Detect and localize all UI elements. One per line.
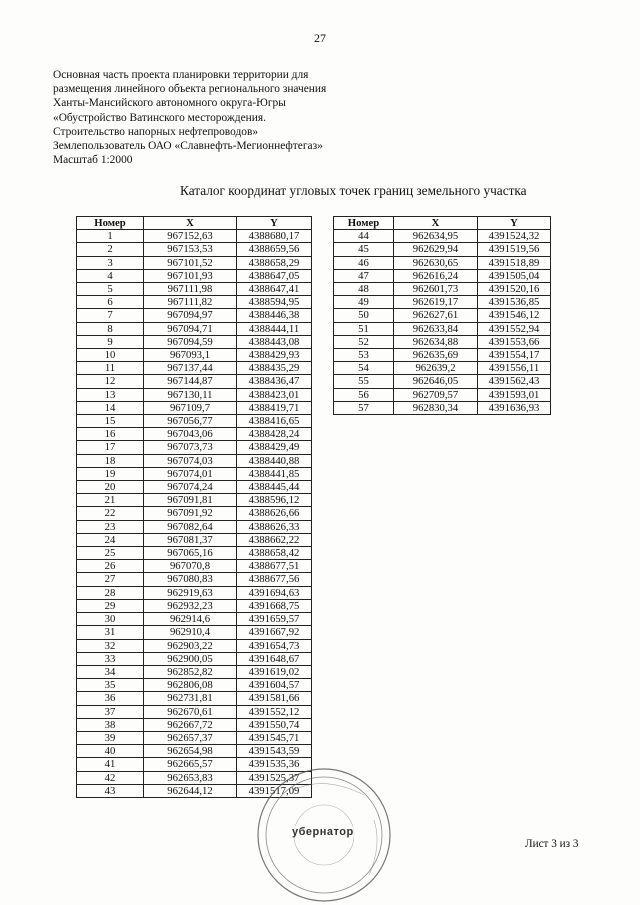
cell-number: 32 (77, 639, 144, 652)
cell-x: 967091,81 (144, 494, 237, 507)
column-header-y: Y (478, 217, 551, 230)
coordinates-table-body (77, 230, 312, 798)
cell-y: 4388435,29 (237, 362, 312, 375)
table-row (77, 639, 312, 652)
cell-y: 4391525,37 (237, 771, 312, 784)
cell-number: 34 (77, 665, 144, 678)
cell-y: 4391636,93 (478, 401, 551, 414)
table-row (77, 665, 312, 678)
table-row (77, 349, 312, 362)
table-row (77, 652, 312, 665)
cell-y: 4388429,49 (237, 441, 312, 454)
cell-x: 962644,12 (144, 784, 237, 797)
table-row (77, 441, 312, 454)
cell-number: 28 (77, 586, 144, 599)
cell-number: 51 (334, 322, 394, 335)
cell-x: 967093,1 (144, 349, 237, 362)
cell-y: 4391536,85 (478, 296, 551, 309)
cell-number: 48 (334, 283, 394, 296)
cell-y: 4391552,12 (237, 705, 312, 718)
cell-number: 6 (77, 296, 144, 309)
cell-y: 4388658,29 (237, 256, 312, 269)
cell-x: 962635,69 (394, 349, 478, 362)
table-row (334, 309, 551, 322)
header-line: Масштаб 1:2000 (53, 154, 133, 167)
cell-x: 967152,63 (144, 230, 237, 243)
cell-number: 18 (77, 454, 144, 467)
table-row (77, 573, 312, 586)
cell-number: 10 (77, 349, 144, 362)
cell-x: 962627,61 (394, 309, 478, 322)
cell-y: 4388596,12 (237, 494, 312, 507)
cell-number: 7 (77, 309, 144, 322)
cell-x: 962900,05 (144, 652, 237, 665)
cell-x: 967056,77 (144, 415, 237, 428)
cell-x: 967065,16 (144, 547, 237, 560)
cell-x: 962903,22 (144, 639, 237, 652)
cell-y: 4388658,42 (237, 547, 312, 560)
cell-number: 31 (77, 626, 144, 639)
column-header-x: X (394, 217, 478, 230)
cell-number: 45 (334, 243, 394, 256)
cell-y: 4391694,63 (237, 586, 312, 599)
table-header-row (334, 217, 551, 230)
cell-y: 4388662,22 (237, 533, 312, 546)
cell-x: 967153,53 (144, 243, 237, 256)
cell-number: 35 (77, 679, 144, 692)
table-row (77, 362, 312, 375)
header-line: «Обустройство Ватинского месторождения. (53, 111, 266, 124)
cell-y: 4388429,93 (237, 349, 312, 362)
cell-number: 20 (77, 481, 144, 494)
cell-y: 4388441,85 (237, 467, 312, 480)
cell-x: 967101,52 (144, 256, 237, 269)
table-row (77, 481, 312, 494)
cell-number: 5 (77, 283, 144, 296)
cell-y: 4388419,71 (237, 401, 312, 414)
table-row (77, 547, 312, 560)
cell-number: 12 (77, 375, 144, 388)
table-row (77, 745, 312, 758)
table-row (77, 718, 312, 731)
table-row (334, 296, 551, 309)
cell-number: 27 (77, 573, 144, 586)
cell-number: 21 (77, 494, 144, 507)
column-header-number: Номер (77, 217, 144, 230)
cell-y: 4388680,17 (237, 230, 312, 243)
table-row (334, 269, 551, 282)
table-row (77, 401, 312, 414)
table-row (77, 692, 312, 705)
cell-x: 962806,08 (144, 679, 237, 692)
cell-y: 4391648,67 (237, 652, 312, 665)
cell-y: 4391535,36 (237, 758, 312, 771)
cell-x: 962657,37 (144, 731, 237, 744)
cell-number: 56 (334, 388, 394, 401)
cell-number: 38 (77, 718, 144, 731)
cell-number: 39 (77, 731, 144, 744)
cell-x: 962665,57 (144, 758, 237, 771)
cell-number: 23 (77, 520, 144, 533)
cell-y: 4391554,17 (478, 349, 551, 362)
cell-y: 4388677,51 (237, 560, 312, 573)
cell-x: 967094,71 (144, 322, 237, 335)
cell-number: 16 (77, 428, 144, 441)
table-row (77, 494, 312, 507)
cell-y: 4391518,89 (478, 256, 551, 269)
cell-number: 57 (334, 401, 394, 414)
table-row (334, 401, 551, 414)
header-line: размещения линейного объекта регионального значения (53, 83, 327, 96)
table-row (77, 731, 312, 744)
cell-x: 962634,95 (394, 230, 478, 243)
cell-y: 4391619,02 (237, 665, 312, 678)
cell-x: 967101,93 (144, 269, 237, 282)
cell-y: 4391667,92 (237, 626, 312, 639)
cell-x: 967073,73 (144, 441, 237, 454)
column-header-y: Y (237, 217, 312, 230)
cell-number: 52 (334, 335, 394, 348)
cell-x: 962639,2 (394, 362, 478, 375)
cell-number: 33 (77, 652, 144, 665)
cell-x: 962654,98 (144, 745, 237, 758)
cell-y: 4388436,47 (237, 375, 312, 388)
cell-number: 37 (77, 705, 144, 718)
table-row (77, 415, 312, 428)
table-row (77, 243, 312, 256)
table-row (77, 283, 312, 296)
cell-x: 962914,6 (144, 613, 237, 626)
cell-x: 962619,17 (394, 296, 478, 309)
header-line: Землепользователь ОАО «Славнефть-Мегионнефтегаз» (53, 140, 323, 153)
cell-x: 967043,06 (144, 428, 237, 441)
cell-y: 4391520,16 (478, 283, 551, 296)
document-header (53, 68, 326, 167)
coordinates-table-right (333, 216, 551, 415)
table-row (334, 230, 551, 243)
cell-y: 4388423,01 (237, 388, 312, 401)
cell-number: 2 (77, 243, 144, 256)
cell-y: 4388446,38 (237, 309, 312, 322)
table-row (77, 296, 312, 309)
table-row (334, 375, 551, 388)
table-row (77, 771, 312, 784)
table-row (77, 388, 312, 401)
cell-x: 967082,64 (144, 520, 237, 533)
cell-number: 15 (77, 415, 144, 428)
table-row (77, 454, 312, 467)
table-row (77, 679, 312, 692)
page-number: 27 (314, 31, 326, 45)
table-row (334, 335, 551, 348)
table-row (334, 362, 551, 375)
cell-y: 4388445,44 (237, 481, 312, 494)
cell-x: 962629,94 (394, 243, 478, 256)
cell-y: 4388659,56 (237, 243, 312, 256)
cell-number: 40 (77, 745, 144, 758)
cell-y: 4391517,09 (237, 784, 312, 797)
cell-y: 4388647,05 (237, 269, 312, 282)
cell-y: 4388428,24 (237, 428, 312, 441)
cell-number: 49 (334, 296, 394, 309)
cell-number: 19 (77, 467, 144, 480)
cell-x: 962633,84 (394, 322, 478, 335)
cell-number: 22 (77, 507, 144, 520)
column-header-number: Номер (334, 217, 394, 230)
cell-y: 4391552,94 (478, 322, 551, 335)
table-row (334, 256, 551, 269)
cell-x: 962667,72 (144, 718, 237, 731)
cell-x: 962919,63 (144, 586, 237, 599)
cell-y: 4388677,56 (237, 573, 312, 586)
table-row (77, 599, 312, 612)
cell-number: 17 (77, 441, 144, 454)
cell-x: 962709,57 (394, 388, 478, 401)
header-line: Строительство напорных нефтепроводов» (53, 125, 259, 138)
cell-number: 50 (334, 309, 394, 322)
cell-number: 1 (77, 230, 144, 243)
table-row (334, 243, 551, 256)
cell-y: 4391581,66 (237, 692, 312, 705)
table-row (77, 269, 312, 282)
table-row (77, 520, 312, 533)
cell-x: 962601,73 (394, 283, 478, 296)
table-row (77, 322, 312, 335)
cell-y: 4391604,57 (237, 679, 312, 692)
table-row (77, 230, 312, 243)
cell-number: 4 (77, 269, 144, 282)
cell-number: 25 (77, 547, 144, 560)
cell-y: 4388626,66 (237, 507, 312, 520)
table-row (77, 626, 312, 639)
cell-y: 4391553,66 (478, 335, 551, 348)
table-row (77, 507, 312, 520)
cell-y: 4391654,73 (237, 639, 312, 652)
coordinates-table-body (334, 230, 551, 415)
cell-number: 8 (77, 322, 144, 335)
table-row (334, 283, 551, 296)
cell-y: 4391562,43 (478, 375, 551, 388)
cell-x: 967109,7 (144, 401, 237, 414)
cell-number: 14 (77, 401, 144, 414)
catalog-title: Каталог координат угловых точек границ земельного участка (180, 183, 527, 198)
cell-x: 962653,83 (144, 771, 237, 784)
seal-text: убернатор (292, 826, 354, 838)
cell-x: 967130,11 (144, 388, 237, 401)
cell-x: 962630,65 (394, 256, 478, 269)
cell-x: 962852,82 (144, 665, 237, 678)
table-row (334, 349, 551, 362)
header-line: Ханты-Мансийского автономного округа-Югры (53, 97, 286, 110)
table-row (77, 586, 312, 599)
table-row (77, 309, 312, 322)
table-row (77, 758, 312, 771)
cell-x: 967074,03 (144, 454, 237, 467)
table-row (334, 388, 551, 401)
cell-x: 967144,87 (144, 375, 237, 388)
cell-y: 4391546,12 (478, 309, 551, 322)
cell-y: 4388626,33 (237, 520, 312, 533)
cell-x: 962932,23 (144, 599, 237, 612)
cell-y: 4391593,01 (478, 388, 551, 401)
cell-y: 4388416,65 (237, 415, 312, 428)
cell-y: 4391519,56 (478, 243, 551, 256)
cell-y: 4388440,88 (237, 454, 312, 467)
cell-x: 967094,59 (144, 335, 237, 348)
table-row (77, 784, 312, 797)
cell-x: 967074,24 (144, 481, 237, 494)
cell-number: 3 (77, 256, 144, 269)
cell-number: 55 (334, 375, 394, 388)
cell-number: 53 (334, 349, 394, 362)
cell-x: 967080,83 (144, 573, 237, 586)
cell-x: 967074,01 (144, 467, 237, 480)
table-row (334, 322, 551, 335)
cell-number: 46 (334, 256, 394, 269)
cell-number: 42 (77, 771, 144, 784)
cell-number: 43 (77, 784, 144, 797)
cell-number: 47 (334, 269, 394, 282)
table-row (77, 256, 312, 269)
cell-number: 41 (77, 758, 144, 771)
cell-y: 4391524,32 (478, 230, 551, 243)
table-row (77, 467, 312, 480)
cell-y: 4388443,08 (237, 335, 312, 348)
cell-x: 962634,88 (394, 335, 478, 348)
cell-x: 962646,05 (394, 375, 478, 388)
cell-y: 4391556,11 (478, 362, 551, 375)
cell-x: 967137,44 (144, 362, 237, 375)
table-row (77, 428, 312, 441)
cell-x: 967091,92 (144, 507, 237, 520)
cell-number: 9 (77, 335, 144, 348)
cell-y: 4391668,75 (237, 599, 312, 612)
cell-y: 4391659,57 (237, 613, 312, 626)
cell-x: 967081,37 (144, 533, 237, 546)
table-row (77, 375, 312, 388)
header-line: Основная часть проекта планировки территории для (53, 69, 309, 81)
cell-y: 4388444,11 (237, 322, 312, 335)
column-header-x: X (144, 217, 237, 230)
cell-x: 962830,34 (394, 401, 478, 414)
cell-number: 44 (334, 230, 394, 243)
table-row (77, 705, 312, 718)
cell-x: 962616,24 (394, 269, 478, 282)
cell-number: 30 (77, 613, 144, 626)
table-row (77, 335, 312, 348)
cell-x: 967094,97 (144, 309, 237, 322)
cell-number: 13 (77, 388, 144, 401)
cell-x: 962910,4 (144, 626, 237, 639)
cell-x: 962731,81 (144, 692, 237, 705)
cell-number: 29 (77, 599, 144, 612)
cell-number: 54 (334, 362, 394, 375)
cell-x: 967111,82 (144, 296, 237, 309)
table-header-row (77, 217, 312, 230)
cell-y: 4391550,74 (237, 718, 312, 731)
cell-y: 4391505,04 (478, 269, 551, 282)
cell-x: 962670,61 (144, 705, 237, 718)
table-row (77, 613, 312, 626)
cell-y: 4388594,95 (237, 296, 312, 309)
coordinates-table-left (76, 216, 312, 798)
cell-y: 4388647,41 (237, 283, 312, 296)
table-row (77, 533, 312, 546)
cell-x: 967070,8 (144, 560, 237, 573)
sheet-info: Лист 3 из 3 (525, 838, 579, 850)
table-row (77, 560, 312, 573)
cell-number: 24 (77, 533, 144, 546)
cell-y: 4391543,59 (237, 745, 312, 758)
cell-number: 36 (77, 692, 144, 705)
cell-number: 11 (77, 362, 144, 375)
cell-x: 967111,98 (144, 283, 237, 296)
cell-number: 26 (77, 560, 144, 573)
cell-y: 4391545,71 (237, 731, 312, 744)
